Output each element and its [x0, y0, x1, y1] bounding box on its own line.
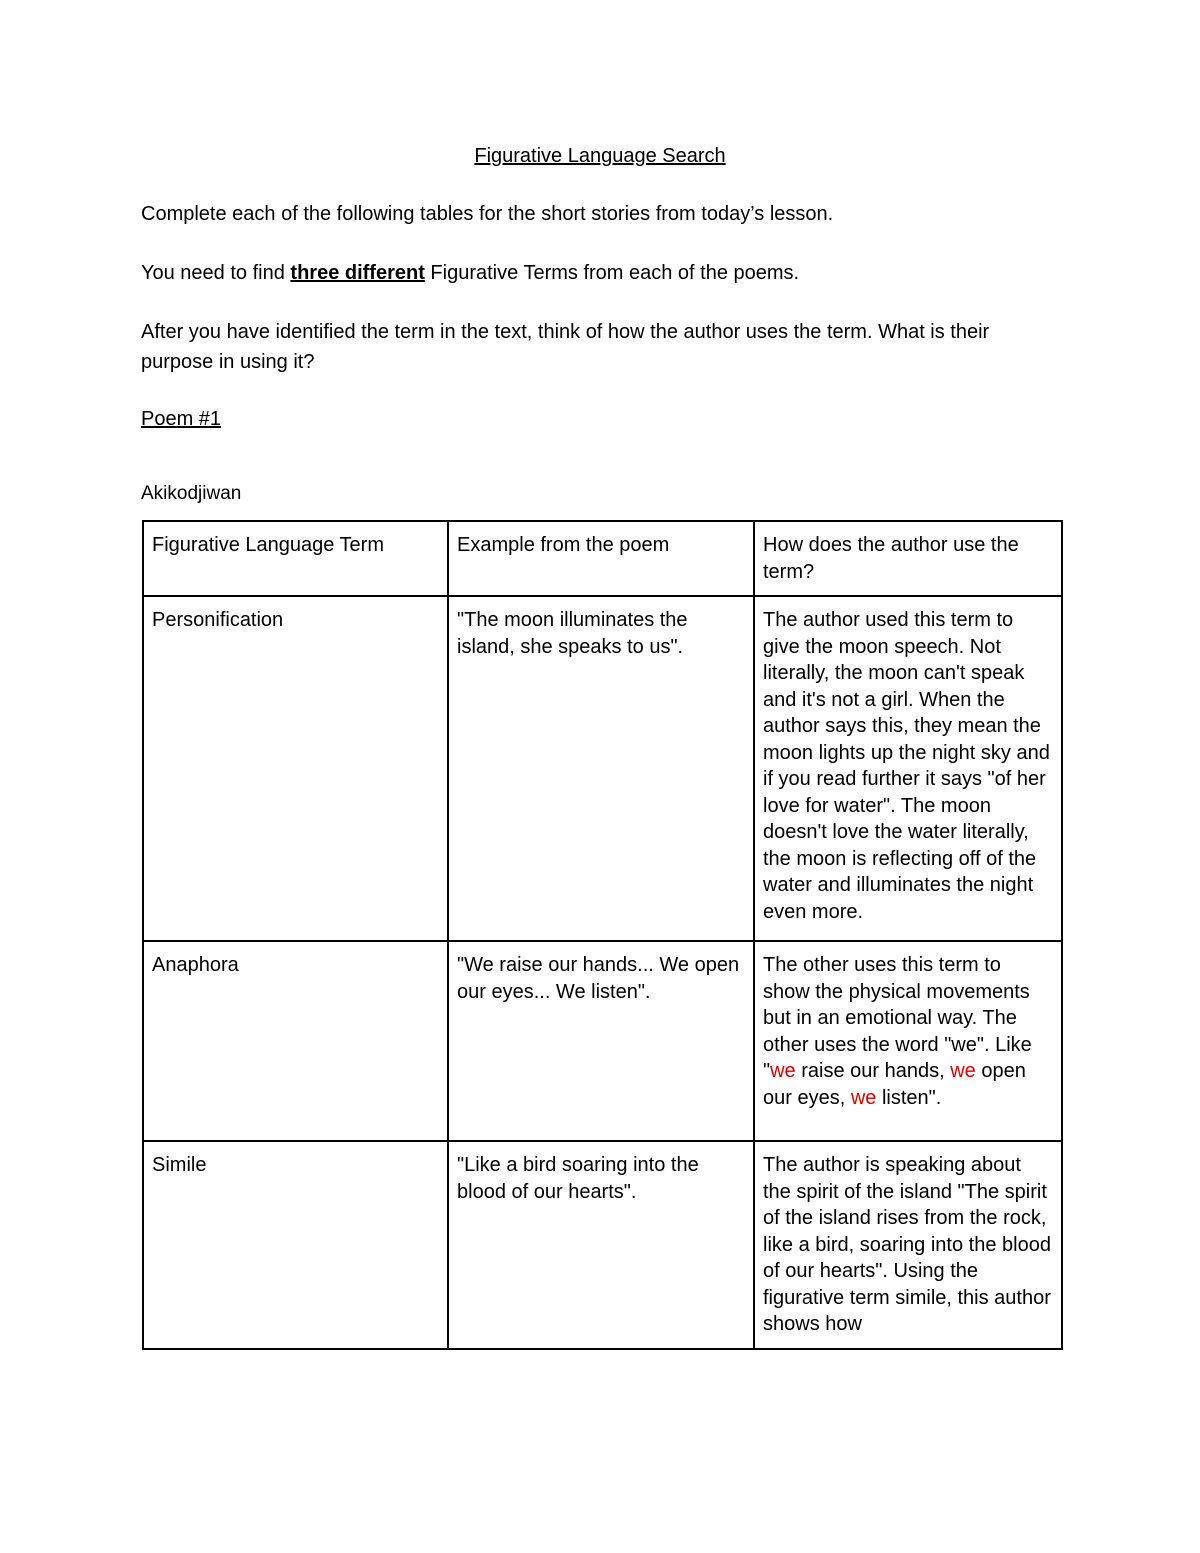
- figurative-terms-table: [142, 520, 1063, 1350]
- poem-heading: Poem #1: [141, 408, 222, 430]
- table-row: [143, 596, 1062, 941]
- instruction-line-2-after: Figurative Terms from each of the poems.: [424, 262, 800, 284]
- instruction-emphasis: three different: [290, 262, 425, 284]
- highlight-we: we: [950, 1060, 976, 1082]
- instruction-line-1: Complete each of the following tables for the short stories from today’s lesson.: [141, 203, 834, 225]
- header-example: Example from the poem: [448, 521, 754, 596]
- cell-term: Anaphora: [143, 941, 448, 1141]
- usage-text: open our eyes,: [763, 1060, 1026, 1109]
- table-header-row: [143, 521, 1062, 596]
- cell-example: "We raise our hands... We open our eyes... We listen".: [448, 941, 754, 1141]
- usage-text: listen".: [876, 1086, 942, 1109]
- table-row: [143, 1141, 1062, 1349]
- poem-name: Akikodjiwan: [141, 483, 242, 504]
- header-term: Figurative Language Term: [143, 521, 448, 596]
- header-usage: How does the author use the term?: [754, 521, 1062, 596]
- instruction-line-2-before: You need to find: [141, 262, 291, 284]
- cell-example: "Like a bird soaring into the blood of our hearts".: [448, 1141, 754, 1349]
- cell-example: "The moon illuminates the island, she speaks to us".: [448, 596, 754, 941]
- cell-term: Personification: [143, 596, 448, 941]
- table-row: [143, 941, 1062, 1141]
- usage-text: raise our hands,: [795, 1060, 951, 1082]
- instruction-line-3: After you have identified the term in the text, think of how the author uses the term. What is their purpose in using it?: [141, 321, 990, 373]
- cell-usage: The author used this term to give the moon speech. Not literally, the moon can't speak and it's not a girl. When the author says this, they mean the moon lights up the night sky and if you read further it says "of her love for water". The moon doesn't love the water literally, the moon is reflecting off of the water and illuminates the night even more.: [754, 596, 1062, 941]
- document-title: Figurative Language Search: [474, 145, 726, 167]
- usage-text: The other uses this term to show the physical movements but in an emotional way. The other uses the word "we". Like ": [763, 954, 1032, 1082]
- highlight-we: we: [850, 1086, 877, 1109]
- cell-usage: [754, 941, 1062, 1141]
- instruction-line-2: [141, 258, 1041, 288]
- cell-term: Simile: [143, 1141, 448, 1349]
- cell-usage: The author is speaking about the spirit of the island "The spirit of the island rises from the rock, like a bird, soaring into the blood of our hearts". Using the figurative term simile, this author shows how: [754, 1141, 1062, 1349]
- highlight-we: we: [770, 1060, 796, 1082]
